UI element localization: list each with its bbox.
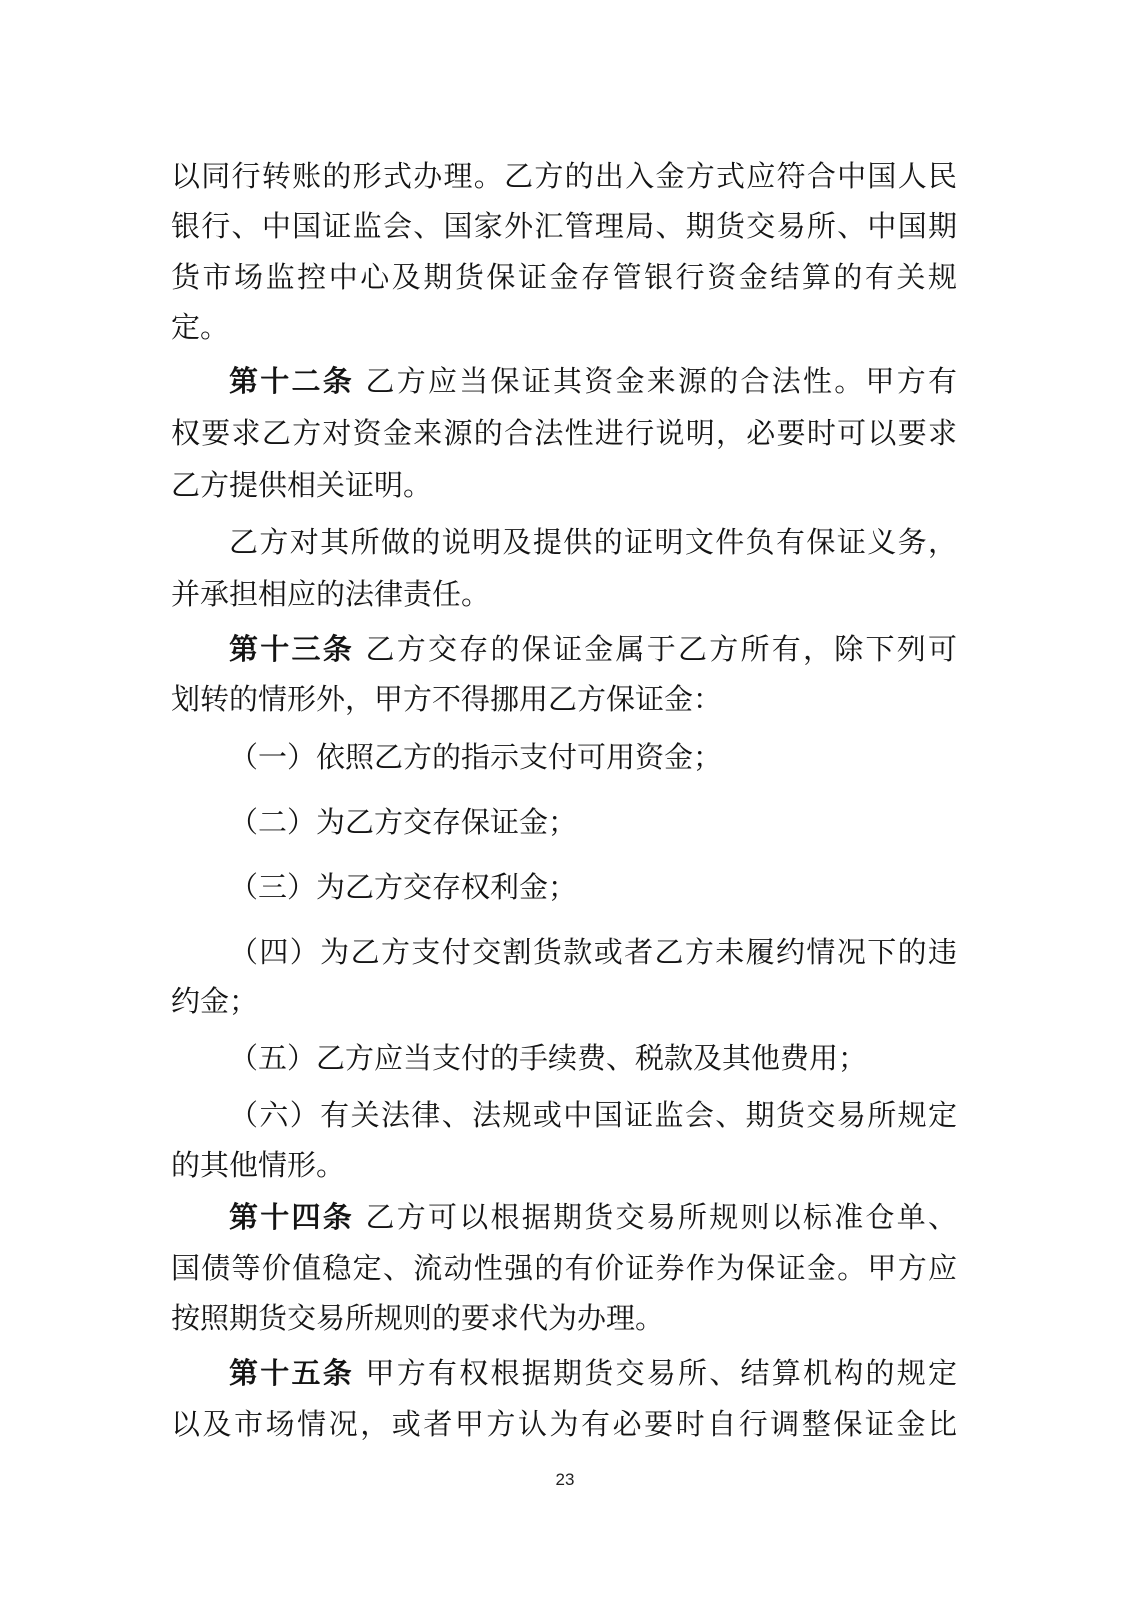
text-line: 银行、中国证监会、国家外汇管理局、期货交易所、中国期	[171, 209, 957, 243]
list-item: （四）为乙方支付交割货款或者乙方未履约情况下的违	[229, 935, 957, 969]
article-12-first-line: 第十二条 乙方应当保证其资金来源的合法性。甲方有	[229, 364, 957, 398]
list-item: （六）有关法律、法规或中国证监会、期货交易所规定	[229, 1098, 957, 1132]
text-line: 权要求乙方对资金来源的合法性进行说明，必要时可以要求	[171, 416, 957, 450]
article-15-first-line: 第十五条 甲方有权根据期货交易所、结算机构的规定	[229, 1356, 957, 1390]
text-line: 约金；	[171, 984, 259, 1018]
list-item: （三）为乙方交存权利金；	[229, 870, 578, 904]
list-item: （一）依照乙方的指示支付可用资金；	[229, 740, 723, 774]
article-label: 第十二条	[229, 364, 355, 398]
page-number: 23	[555, 1470, 575, 1489]
article-14-first-line: 第十四条 乙方可以根据期货交易所规则以标准仓单、	[229, 1200, 957, 1234]
article-label: 第十五条	[229, 1356, 355, 1390]
text-line: 乙方提供相关证明。	[171, 468, 433, 502]
text-line: 划转的情形外，甲方不得挪用乙方保证金：	[171, 682, 723, 716]
article-label: 第十三条	[229, 632, 355, 666]
article-label: 第十四条	[229, 1200, 355, 1234]
list-item: （二）为乙方交存保证金；	[229, 805, 578, 839]
text-line: 定。	[171, 310, 230, 344]
text-line: 并承担相应的法律责任。	[171, 577, 491, 611]
text-line: 货市场监控中心及期货保证金存管银行资金结算的有关规	[171, 260, 957, 294]
text-line: 国债等价值稳定、流动性强的有价证券作为保证金。甲方应	[171, 1251, 957, 1285]
article-13-first-line: 第十三条 乙方交存的保证金属于乙方所有，除下列可	[229, 632, 957, 666]
text-line: 以及市场情况，或者甲方认为有必要时自行调整保证金比	[171, 1407, 957, 1441]
text-line: 的其他情形。	[171, 1148, 346, 1182]
list-item: （五）乙方应当支付的手续费、税款及其他费用；	[229, 1041, 868, 1075]
text-line: 按照期货交易所规则的要求代为办理。	[171, 1301, 665, 1335]
text-line: 以同行转账的形式办理。乙方的出入金方式应符合中国人民	[171, 159, 957, 193]
text-line: 乙方对其所做的说明及提供的证明文件负有保证义务，	[229, 525, 957, 559]
